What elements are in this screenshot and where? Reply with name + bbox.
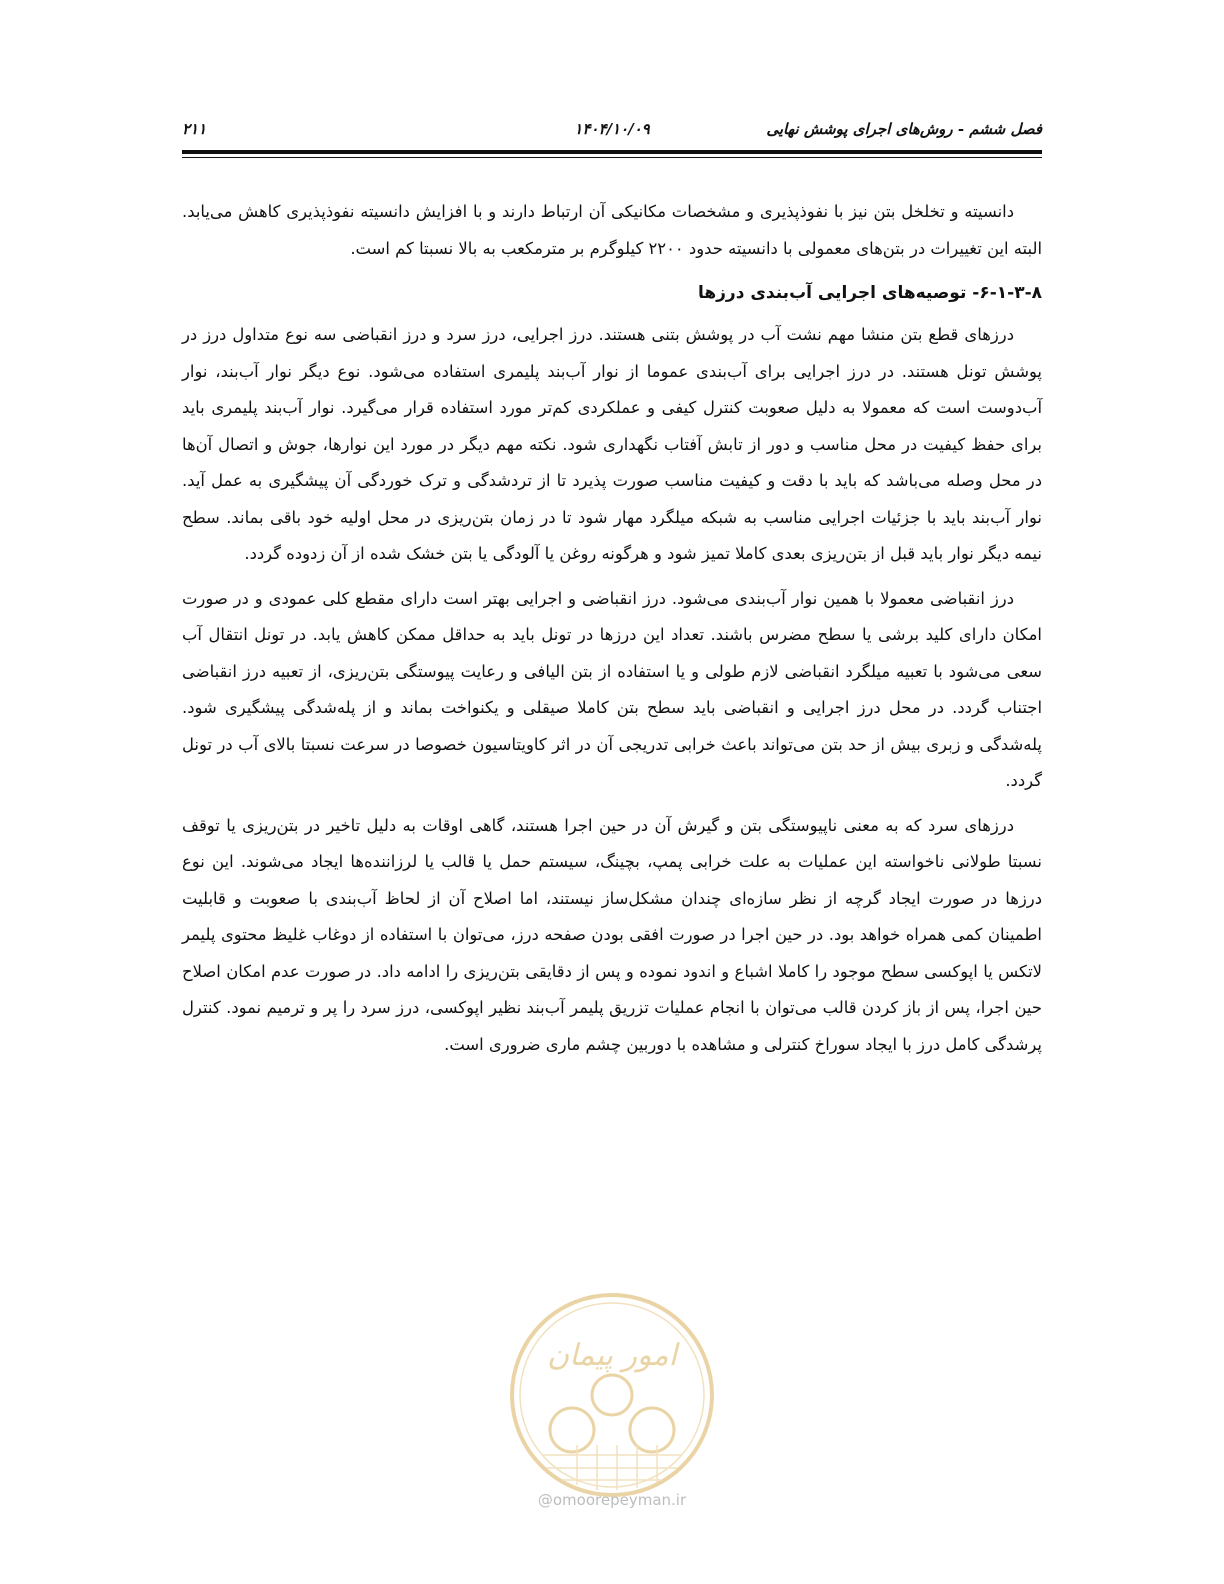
section-heading: ۶-۱-۳-۸- توصیه‌های اجرایی آب‌بندی درزها xyxy=(697,283,1042,303)
paragraph-joints-intro: درزهای قطع بتن منشا مهم نشت آب در پوشش بتنی هستند. درز اجرایی، درز سرد و درز انقباضی سه نوع متداول درز در پوشش تونل هستند. در درز اجرایی برای آب‌بندی عموما از نوار آب‌بند پلیمری استفاده می‌شود. نوع دیگر نوار آب‌بند، نوار آب‌دوست است که معمولا به دلیل صعوبت کنترل کیفی و عملکردی کم‌تر مورد استفاده قرار می‌گیرد. نوار آب‌بند پلیمری باید برای حفظ کیفیت در محل مناسب و دور از تابش آفتاب نگهداری شود. نکته مهم دیگر در مورد این نوارها، جوش و اتصال آن‌ها در محل وصله می‌باشد که باید با دقت و کیفیت مناسب صورت پذیرد تا از تردشدگی و ترک خوردگی آن پیشگیری به عمل آید. نوار آب‌بند باید با جزئیات اجرایی مناسب به شبکه میلگرد مهار شود تا در زمان بتن‌ریزی در محل اولیه خود باقی بماند. سطح نیمه دیگر نوار باید قبل از بتن‌ریزی بعدی کاملا تمیز شود و هرگونه روغن یا آلودگی یا بتن خشک شده از آن زدوده گردد. xyxy=(182,325,1042,563)
header-rule-thin xyxy=(182,157,1042,158)
paragraph-cold-joints: درزهای سرد که به معنی ناپیوستگی بتن و گیرش آن در حین اجرا هستند، گاهی اوقات به دلیل تاخیر در بتن‌ریزی یا توقف نسبتا طولانی ناخواسته این عملیات به علت خرابی پمپ، بچینگ، سیستم حمل یا قالب یا لرزاننده‌ها ایجاد می‌شوند. این نوع درزها در صورت ایجاد گرچه از نظر سازه‌ای چندان مشکل‌ساز نیستند، اما اصلاح آن از لحاظ آب‌بندی با صعوبت و قابلیت اطمینان کمی همراه خواهد بود. در حین اجرا در صورت افقی بودن صفحه درز، می‌توان با استفاده از دوغاب غلیظ محتوی پلیمر لاتکس یا اپوکسی سطح موجود را کاملا اشباع و اندود نموده و پس از دقایقی بتن‌ریزی را ادامه داد. در صورت عدم امکان اصلاح حین اجرا، پس از باز کردن قالب می‌توان با انجام عملیات تزریق پلیمر آب‌بند نظیر اپوکسی، درز سرد را پر و ترمیم نمود. کنترل پرشدگی کامل درز با ایجاد سوراخ کنترلی و مشاهده با دوربین چشم ماری ضروری است. xyxy=(182,815,1042,1054)
watermark-handle: @omoorepeyman.ir xyxy=(537,1491,687,1509)
body-text xyxy=(182,194,1042,1071)
paragraph-contraction-joints: درز انقباضی معمولا با همین نوار آب‌بندی می‌شود. درز انقباضی و اجرایی بهتر است دارای مقطع کلی عمودی و در صورت امکان دارای کلید برشی یا سطح مضرس باشند. تعداد این درزها در تونل باید به حداقل ممکن کاهش یابد. در تونل انتقال آب سعی می‌شود با تعبیه میلگرد انقباضی لازم طولی و یا استفاده از بتن الیافی و رعایت پیوستگی بتن‌ریزی، از تعبیه درز انقباضی اجتناب گردد. در محل درز اجرایی و انقباضی باید سطح بتن کاملا صیقلی و یکنواخت بماند و از پله‌شدگی پیشگیری شود. پله‌شدگی و زبری بیش از حد بتن می‌تواند باعث خرابی تدریجی آن در اثر کاویتاسیون خصوصا در سرعت نسبتا بالای آب در تونل گردد. xyxy=(182,588,1042,790)
running-header xyxy=(182,116,1042,146)
company-seal-icon xyxy=(502,1290,722,1500)
seal-text: امور پیمان xyxy=(547,1338,677,1373)
header-rule-thick xyxy=(182,150,1042,154)
page-number: ۲۱۱ xyxy=(182,120,207,138)
header-date: ۱۴۰۴/۱۰/۰۹ xyxy=(574,120,650,138)
intro-paragraph: دانسیته و تخلخل بتن نیز با نفوذپذیری و مشخصات مکانیکی آن ارتباط دارند و با افزایش دانسیته نفوذپذیری کاهش می‌یابد. البته این تغییرات در بتن‌های معمولی با دانسیته حدود ۲۲۰۰ کیلوگرم بر مترمکعب به بالا نسبتا کم است. xyxy=(182,202,1042,258)
chapter-title: فصل ششم - روش‌های اجرای پوشش نهایی xyxy=(766,120,1042,138)
